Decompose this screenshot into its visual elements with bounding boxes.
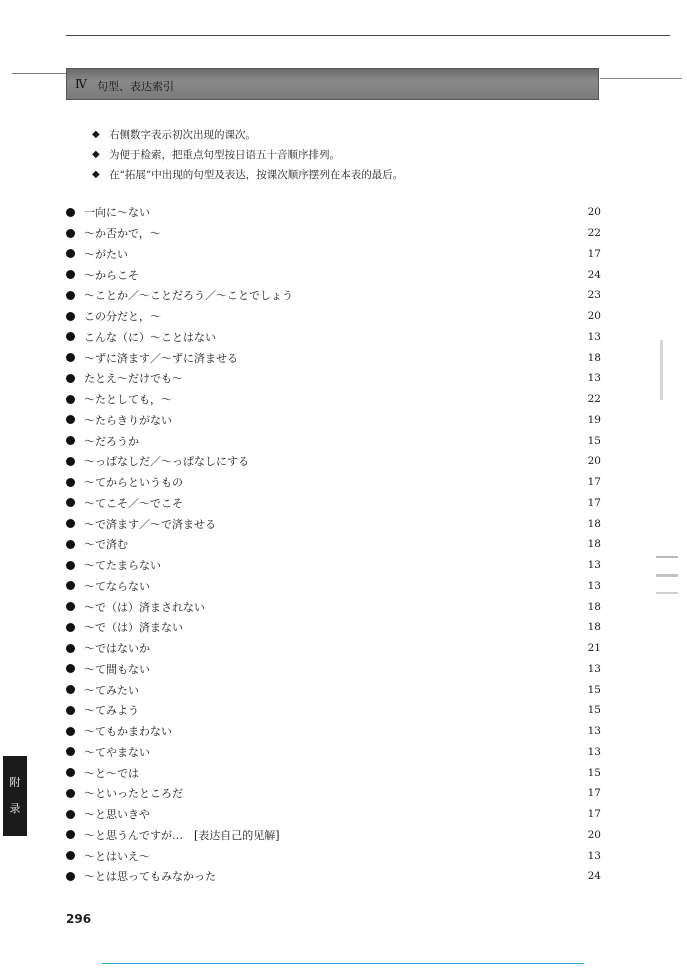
entry-page: 23 (587, 289, 601, 302)
entry-text: ～てみたい (84, 683, 139, 697)
entry-text: ～ずに済ます／～ずに済ませる (84, 351, 238, 365)
bullet-icon (66, 519, 75, 528)
entry-text: ～てみよう (84, 704, 139, 718)
bullet-icon (66, 457, 75, 466)
index-entry (66, 555, 601, 576)
side-tab-char: 附 (9, 776, 21, 789)
index-entry (66, 368, 601, 389)
index-entry (66, 285, 601, 306)
entry-page: 18 (587, 351, 601, 364)
bullet-icon (66, 312, 75, 321)
note-text: 为便于检索，把重点句型按日语五十音顺序排列。 (109, 148, 340, 161)
entry-page: 17 (587, 247, 601, 260)
entry-text: ～っぱなしだ／～っぱなしにする (84, 455, 249, 469)
entry-text: ～で（は）済まない (84, 621, 183, 635)
entry-text: ～とは思ってもみなかった (84, 870, 216, 884)
entry-page: 13 (587, 662, 601, 675)
entry-text: ～か否かで，～ (84, 227, 161, 241)
entry-text: ～とはいえ～ (84, 849, 150, 863)
entry-page: 17 (587, 496, 601, 509)
bullet-icon (66, 685, 75, 694)
entry-page: 20 (587, 310, 601, 323)
bullet-icon (66, 644, 75, 653)
entry-page: 18 (587, 600, 601, 613)
index-entry (66, 825, 601, 846)
diamond-bullet-icon: ◆ (92, 128, 100, 140)
entry-page: 22 (587, 393, 601, 406)
entry-text: こんな（に）～ことはない (84, 330, 216, 344)
bullet-icon (66, 353, 75, 362)
bullet-icon (66, 395, 75, 404)
bullet-icon (66, 768, 75, 777)
note-item (92, 164, 403, 184)
entry-page: 13 (587, 330, 601, 343)
index-entry (66, 472, 601, 493)
entry-page: 13 (587, 559, 601, 572)
index-entry (66, 742, 601, 763)
entry-text: ～ことか／～ことだろう／～ことでしょう (84, 289, 293, 303)
entry-page: 24 (587, 268, 601, 281)
index-entry (66, 493, 601, 514)
index-entry (66, 804, 601, 825)
index-entry (66, 264, 601, 285)
entry-text: ～たらきりがない (84, 413, 172, 427)
entry-text: ～で済ます／～で済ませる (84, 517, 216, 531)
entry-text: ～てこそ／～でこそ (84, 496, 183, 510)
index-entry (66, 866, 601, 887)
index-entry (66, 410, 601, 431)
index-entry (66, 223, 601, 244)
index-entry (66, 347, 601, 368)
index-entry (66, 513, 601, 534)
entry-page: 15 (587, 766, 601, 779)
index-entry (66, 596, 601, 617)
index-entry (66, 576, 601, 597)
entry-page: 13 (587, 725, 601, 738)
index-entry (66, 659, 601, 680)
entry-text: ～てたまらない (84, 559, 161, 573)
entry-text: ～といったところだ (84, 787, 183, 801)
index-entry (66, 202, 601, 223)
page-number: 296 (66, 912, 92, 926)
note-item (92, 124, 403, 144)
index-entry (66, 638, 601, 659)
entry-text: ～ではないか (84, 642, 150, 656)
bullet-icon (66, 332, 75, 341)
note-text: 在“拓展”中出现的句型及表达，按课次顺序摆列在本表的最后。 (109, 168, 404, 181)
diamond-bullet-icon: ◆ (92, 168, 100, 180)
entry-text: この分だと，～ (84, 310, 161, 324)
entry-text: ～と思いきや (84, 808, 150, 822)
bullet-icon (66, 436, 75, 445)
index-entry (66, 762, 601, 783)
bottom-rule (102, 963, 584, 964)
bullet-icon (66, 229, 75, 238)
entry-text: ～からこそ (84, 268, 139, 282)
bullet-icon (66, 208, 75, 217)
entry-text: ～て間もない (84, 662, 150, 676)
entry-text: ～てならない (84, 579, 150, 593)
entry-text: ～てやまない (84, 745, 150, 759)
scan-artifact-line (600, 78, 682, 79)
entry-page: 20 (587, 455, 601, 468)
appendix-side-tab (3, 756, 27, 836)
entry-page: 22 (587, 227, 601, 240)
index-entry (66, 700, 601, 721)
entry-page: 18 (587, 517, 601, 530)
index-entry (66, 679, 601, 700)
index-entry (66, 721, 601, 742)
bullet-icon (66, 291, 75, 300)
entry-text: ～で（は）済まされない (84, 600, 205, 614)
bullet-icon (66, 623, 75, 632)
index-entry (66, 845, 601, 866)
entry-text: ～と～では (84, 766, 139, 780)
entry-page: 13 (587, 579, 601, 592)
section-header-bar (66, 68, 599, 100)
entry-text: ～がたい (84, 247, 128, 261)
index-entry (66, 389, 601, 410)
diamond-bullet-icon: ◆ (92, 148, 100, 160)
index-entry (66, 306, 601, 327)
section-number: Ⅳ (75, 77, 87, 91)
entry-page: 13 (587, 745, 601, 758)
entry-text: 一向に～ない (84, 206, 150, 220)
bullet-icon (66, 249, 75, 258)
side-tab-char: 录 (9, 802, 21, 815)
section-title: 句型、表达索引 (97, 80, 174, 93)
bullet-icon (66, 561, 75, 570)
bullet-icon (66, 851, 75, 860)
bullet-icon (66, 602, 75, 611)
bullet-icon (66, 664, 75, 673)
bullet-icon (66, 498, 75, 507)
entry-page: 15 (587, 434, 601, 447)
bullet-icon (66, 872, 75, 881)
entry-text: ～たとしても，～ (84, 393, 172, 407)
note-text: 右侧数字表示初次出现的课次。 (109, 128, 256, 141)
index-entry (66, 244, 601, 265)
header-rule (66, 35, 670, 36)
entry-page: 13 (587, 372, 601, 385)
scan-noise (660, 340, 663, 400)
index-entry (66, 430, 601, 451)
index-entry (66, 783, 601, 804)
notes-list (92, 124, 403, 184)
bullet-icon (66, 810, 75, 819)
entry-text: ～だろうか (84, 434, 139, 448)
index-entry (66, 617, 601, 638)
bullet-icon (66, 747, 75, 756)
entry-page: 15 (587, 683, 601, 696)
entry-page: 17 (587, 787, 601, 800)
bullet-icon (66, 830, 75, 839)
scan-noise (656, 592, 678, 594)
entry-page: 19 (587, 413, 601, 426)
entry-page: 21 (587, 642, 601, 655)
entry-page: 17 (587, 476, 601, 489)
bullet-icon (66, 789, 75, 798)
bullet-icon (66, 540, 75, 549)
scan-noise (656, 574, 678, 577)
bullet-icon (66, 727, 75, 736)
bullet-icon (66, 478, 75, 487)
index-entry (66, 327, 601, 348)
entry-text: ～てもかまわない (84, 725, 172, 739)
entry-page: 17 (587, 808, 601, 821)
bullet-icon (66, 706, 75, 715)
entry-text: ～てからというもの (84, 476, 183, 490)
bullet-icon (66, 270, 75, 279)
entry-page: 18 (587, 538, 601, 551)
entry-page: 20 (587, 828, 601, 841)
scan-artifact-line (12, 73, 68, 74)
index-list (66, 202, 601, 887)
entry-page: 13 (587, 849, 601, 862)
entry-text: ～で済む (84, 538, 128, 552)
index-entry (66, 534, 601, 555)
bullet-icon (66, 374, 75, 383)
note-item (92, 144, 403, 164)
entry-page: 15 (587, 704, 601, 717)
entry-page: 20 (587, 206, 601, 219)
bullet-icon (66, 581, 75, 590)
entry-page: 18 (587, 621, 601, 634)
index-entry (66, 451, 601, 472)
entry-text: たとえ～だけでも～ (84, 372, 183, 386)
entry-text: ～と思うんですが… [表达自己的见解] (84, 828, 280, 842)
scan-noise (656, 556, 678, 558)
entry-page: 24 (587, 870, 601, 883)
bullet-icon (66, 415, 75, 424)
